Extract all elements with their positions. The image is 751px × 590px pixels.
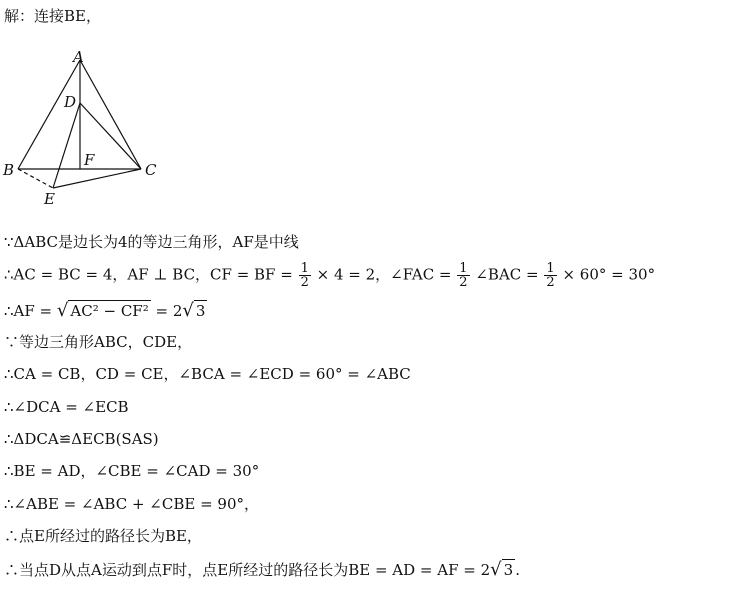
solution-header: 解：连接BE， bbox=[4, 7, 101, 25]
step-11: ∴当点D从点A运动到点F时，点E所经过的路径长为BE = AD = AF = 2√ 3 . bbox=[4, 559, 520, 580]
step-6: ∴∠DCA = ∠ECB bbox=[4, 398, 129, 416]
step-3: ∴AF = √ AC² − CF² = 2√ 3 bbox=[4, 300, 206, 321]
radical-sign-icon: √ bbox=[490, 559, 502, 580]
label-c: C bbox=[145, 161, 157, 179]
step-1: ∵ΔABC是边长为4的等边三角形，AF是中线 bbox=[4, 233, 299, 251]
step-2: ∴AC = BC = 4，AF ⊥ BC，CF = BF = $\frac{1}{2}$ × 4 = 2，∠FAC = $\frac{1}{2}$ ∠BAC = $\frac{1}{2}$ × 60° = 30° bbox=[4, 261, 656, 290]
step-4: ∵等边三角形ABC，CDE， bbox=[4, 333, 193, 351]
radical-sign-icon: √ bbox=[182, 300, 194, 321]
triangle-figure bbox=[0, 48, 170, 208]
fraction-half-1: $\frac{1}{2}$ bbox=[300, 261, 309, 290]
label-a: A bbox=[73, 48, 84, 66]
radical-sign-icon: √ bbox=[56, 300, 69, 321]
step-7: ∴ΔDCA≌ΔECB(SAS) bbox=[4, 430, 159, 448]
fraction-half-2: $\frac{1}{2}$ bbox=[459, 261, 468, 290]
step-8: ∴BE = AD，∠CBE = ∠CAD = 30° bbox=[4, 462, 260, 480]
step-10: ∴点E所经过的路径长为BE， bbox=[4, 527, 202, 545]
label-b: B bbox=[3, 161, 15, 179]
step-9: ∴∠ABE = ∠ABC + ∠CBE = 90°， bbox=[4, 495, 260, 513]
label-d: D bbox=[64, 93, 77, 111]
label-f: F bbox=[84, 151, 95, 169]
fraction-half-3: $\frac{1}{2}$ bbox=[546, 261, 555, 290]
step-5: ∴CA = CB，CD = CE，∠BCA = ∠ECD = 60° = ∠ABC bbox=[4, 365, 411, 383]
label-e: E bbox=[44, 190, 55, 208]
